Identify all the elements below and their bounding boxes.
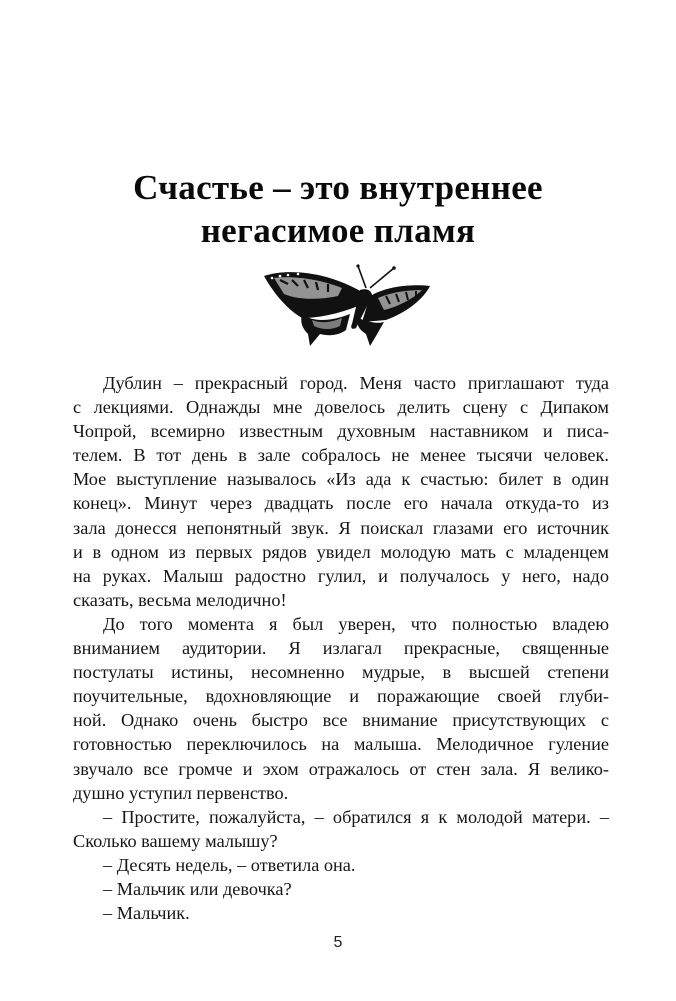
text-line: сказать, весьма мелодично! xyxy=(73,589,287,610)
text-line: и в одном из первых рядов увидел молодую мать с младенцем xyxy=(73,541,609,562)
dialogue-line: – Мальчик. xyxy=(103,903,190,924)
chapter-title xyxy=(0,166,676,252)
text-line: Дублин – прекрасный город. Меня часто приглашают туда xyxy=(103,373,609,393)
text-line: душно уступил первенство. xyxy=(73,782,289,803)
text-line: конец». Минут через двадцать после его начала откуда-то из xyxy=(73,493,609,514)
text-line: телем. В тот день в зале собралось не менее тысячи человек. xyxy=(73,445,609,466)
text-line: зала донесся непонятный звук. Я поискал глазами его источник xyxy=(73,517,609,538)
chapter-title-line-2: негасимое пламя xyxy=(200,211,476,250)
text-line: готовностью переключилось на малыша. Мелодичное гуление xyxy=(73,734,609,755)
text-line: Мое выступление называлось «Из ада к счастью: билет в один xyxy=(73,469,609,490)
text-line: До того момента я был уверен, что полностью владею xyxy=(103,613,609,634)
page-number: 5 xyxy=(333,934,343,951)
text-line: с лекциями. Однажды мне довелось делить сцену с Дипаком xyxy=(73,397,609,418)
text-line: на руках. Малыш радостно гулил, и получалось у него, надо xyxy=(73,565,609,586)
text-line: постулаты истины, несомненно мудрые, в высшей степени xyxy=(73,662,609,683)
text-line: Чопрой, всемирно известным духовным наставником и писа- xyxy=(73,421,609,442)
dialogue-line: – Простите, пожалуйста, – обратился я к молодой матери. – xyxy=(103,806,609,827)
text-line: вниманием аудитории. Я излагал прекрасные, священные xyxy=(73,638,609,659)
dialogue-line: – Мальчик или девочка? xyxy=(103,878,292,899)
butterfly-icon xyxy=(258,256,434,348)
dialogue-line: – Десять недель, – ответила она. xyxy=(103,854,356,875)
chapter-body xyxy=(73,371,609,925)
text-line: поучительные, вдохновляющие и поражающие своей глуби- xyxy=(73,686,609,707)
text-line: ной. Однако очень быстро все внимание присутствующих с xyxy=(73,710,609,731)
dialogue-line: Сколько вашему малышу? xyxy=(73,830,278,851)
chapter-title-line-1: Счастье – это внутреннее xyxy=(133,168,543,207)
text-line: звучало все громче и эхом отражалось от стен зала. Я велико- xyxy=(73,758,609,779)
